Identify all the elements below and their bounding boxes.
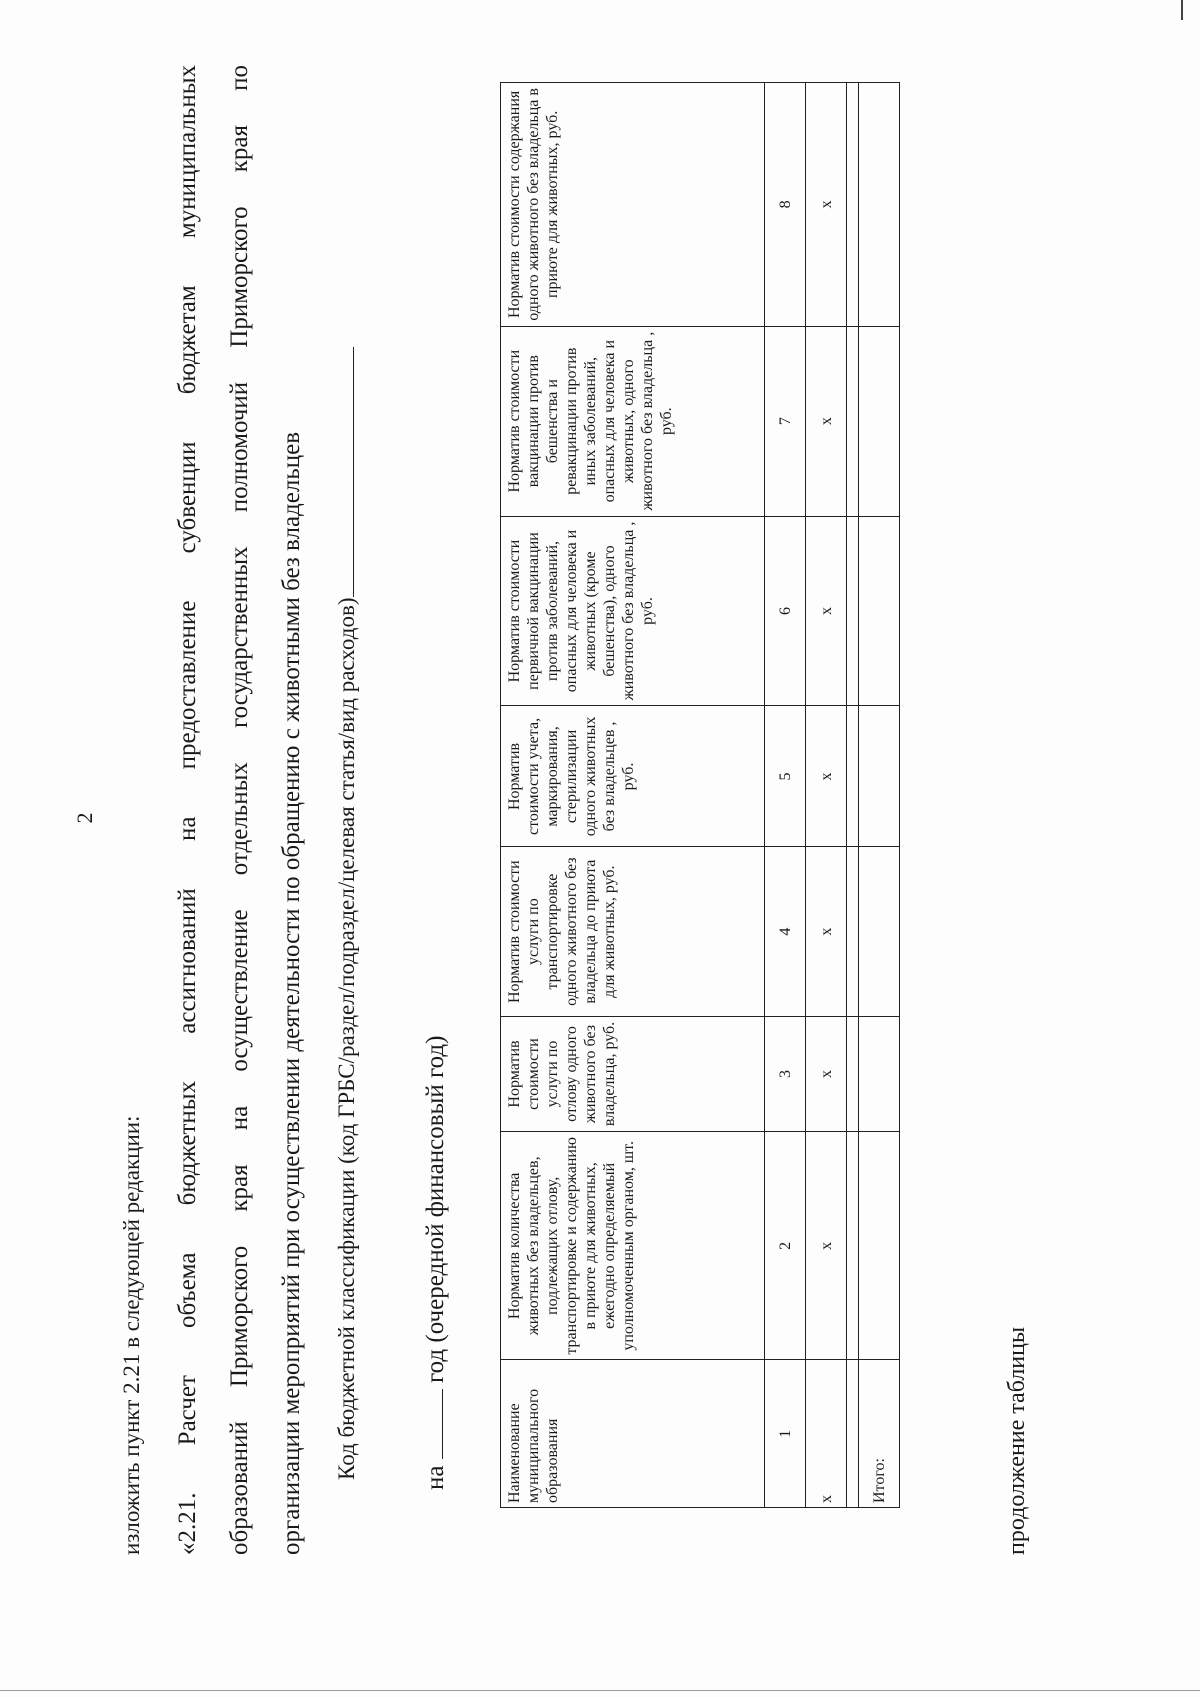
- paragraph-line: «2.21. Расчет объема бюджетных ассигнований на предоставление субвенции бюджетам муниципальных: [174, 65, 201, 1555]
- table-total-row: [859, 83, 900, 1508]
- header-cell: Наименование муниципального образования: [501, 1360, 765, 1508]
- table-cell: х: [806, 1360, 847, 1508]
- continuation-label: продолжение таблицы: [1004, 1326, 1030, 1555]
- year-prefix: на: [422, 1465, 449, 1490]
- table-header-row: [501, 83, 765, 1508]
- table-cell: х: [806, 516, 847, 706]
- calculation-table: [500, 82, 900, 1508]
- column-number: 8: [765, 83, 806, 327]
- table-cell: х: [806, 83, 847, 327]
- table-number-row: [765, 83, 806, 1508]
- paragraph-line: организации мероприятий при осуществлении деятельности по обращению с животными без владельцев: [278, 431, 305, 1555]
- table-cell: х: [806, 847, 847, 1016]
- scan-bottom-edge: [0, 1690, 1200, 1691]
- year-blank-field: [424, 1389, 443, 1459]
- table-cell: х: [806, 706, 847, 847]
- intro-text: изложить пункт 2.21 в следующей редакции:: [119, 1115, 144, 1555]
- main-paragraph: [162, 65, 318, 1555]
- table-cell: х: [806, 1132, 847, 1360]
- rotated-content: [44, 40, 1154, 1640]
- table-row: [806, 83, 847, 1508]
- paragraph-line: образований Приморского края на осуществление отдельных государственных полномочий Приморского края по: [226, 65, 253, 1555]
- column-number: 7: [765, 326, 806, 516]
- total-label: Итого:: [859, 1360, 900, 1508]
- column-number: 6: [765, 516, 806, 706]
- kbk-line: [334, 348, 360, 1481]
- page-number: 2: [72, 812, 97, 824]
- column-number: 3: [765, 1016, 806, 1131]
- column-number: 2: [765, 1132, 806, 1360]
- header-cell: Норматив стоимости первичной вакцинации против заболеваний, опасных для человека и животных (кроме бешенства), одного животного без владельца , руб.: [501, 516, 765, 706]
- table-cell: х: [806, 326, 847, 516]
- year-suffix: год (очередной финансовый год): [422, 1035, 449, 1384]
- scan-edge-mark: [1181, 0, 1183, 20]
- header-cell: Норматив стоимости услуги по транспортировке одного животного без владельца до приюта для животных, руб.: [501, 847, 765, 1016]
- column-number: 4: [765, 847, 806, 1016]
- column-number: 5: [765, 706, 806, 847]
- header-cell: Норматив стоимости вакцинации против бешенства и ревакцинации против иных заболеваний, опасных для человека и животных, одного животного без владельца , руб.: [501, 326, 765, 516]
- header-cell: Норматив стоимости содержания одного животного без владельца в приюте для животных, руб.: [501, 83, 765, 327]
- fiscal-year-line: [422, 1036, 450, 1490]
- table-empty-row: [847, 83, 859, 1508]
- header-cell: Норматив количества животных без владельцев, подлежащих отлову, транспортировке и содержанию в приюте для животных, ежегодно определяемый уполномоченным органом, шт.: [501, 1132, 765, 1360]
- table-cell: х: [806, 1016, 847, 1131]
- header-cell: Норматив стоимости услуги по отлову одного животного без владельца, руб.: [501, 1016, 765, 1131]
- header-cell: Норматив стоимости учета, маркирования, стерилизации одного животных без владельцев , руб.: [501, 706, 765, 847]
- column-number: 1: [765, 1360, 806, 1508]
- kbk-label: Код бюджетной классификации (код ГРБС/раздел/подраздел/целевая статья/вид расходов): [334, 597, 359, 1480]
- kbk-blank-field: [335, 348, 354, 598]
